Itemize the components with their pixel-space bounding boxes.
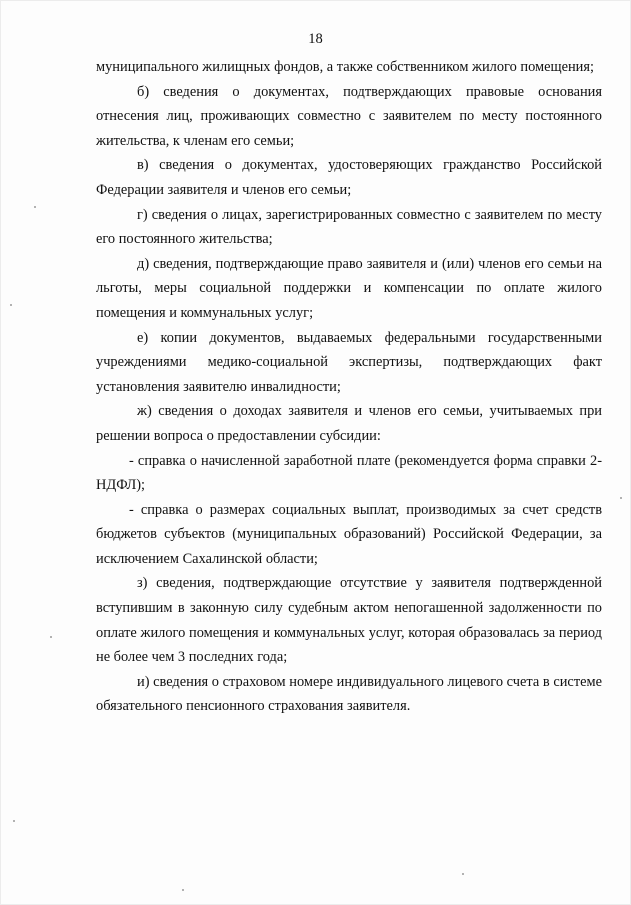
scan-speck — [620, 497, 622, 499]
scan-speck — [13, 820, 15, 822]
scan-speck — [50, 636, 52, 638]
scan-speck — [10, 304, 12, 306]
paragraph-b: б) сведения о документах, подтверждающих правовые основания отнесения лиц, проживающих совместно с заявителем по месту постоянного жительства, к членам его семьи; — [96, 83, 602, 149]
paragraph-v: в) сведения о документах, удостоверяющих гражданство Российской Федерации заявителя и членов его семьи; — [96, 157, 602, 198]
list-item-social-payments: - справка о размерах социальных выплат, производимых за счет средств бюджетов субъектов (муниципальных образований) Российской Федерации, за исключением Сахалинской области; — [96, 501, 602, 567]
paragraph-g: г) сведения о лицах, зарегистрированных совместно с заявителем по месту его постоянного жительства; — [96, 206, 602, 248]
paragraph-zh: ж) сведения о доходах заявителя и членов его семьи, учитываемых при решении вопроса о предоставлении субсидии: — [96, 403, 602, 444]
paragraph-e: е) копии документов, выдаваемых федеральными государственными учреждениями медико-социальной экспертизы, подтверждающих факт установления заявителю инвалидности; — [96, 329, 602, 395]
document-body — [96, 55, 602, 719]
paragraph-i: и) сведения о страховом номере индивидуального лицевого счета в системе обязательного пенсионного страхования заявителя. — [96, 673, 602, 715]
scan-speck — [34, 206, 36, 208]
page-number: 18 — [308, 31, 323, 47]
list-item-salary-certificate: - справка о начисленной заработной плате (рекомендуется форма справки 2-НДФЛ); — [96, 452, 602, 494]
paragraph-continuation: муниципального жилищных фондов, а также собственником жилого помещения; — [96, 59, 594, 75]
paragraph-d: д) сведения, подтверждающие право заявителя и (или) членов его семьи на льготы, меры социальной поддержки и компенсации по оплате жилого помещения и коммунальных услуг; — [96, 255, 602, 321]
paragraph-z: з) сведения, подтверждающие отсутствие у заявителя подтвержденной вступившим в законную силу судебным актом непогашенной задолженности по оплате жилого помещения и коммунальных услуг, которая образовалась за период не более чем 3 последних года; — [96, 575, 602, 666]
scan-speck — [182, 889, 184, 891]
scan-speck — [462, 873, 464, 875]
